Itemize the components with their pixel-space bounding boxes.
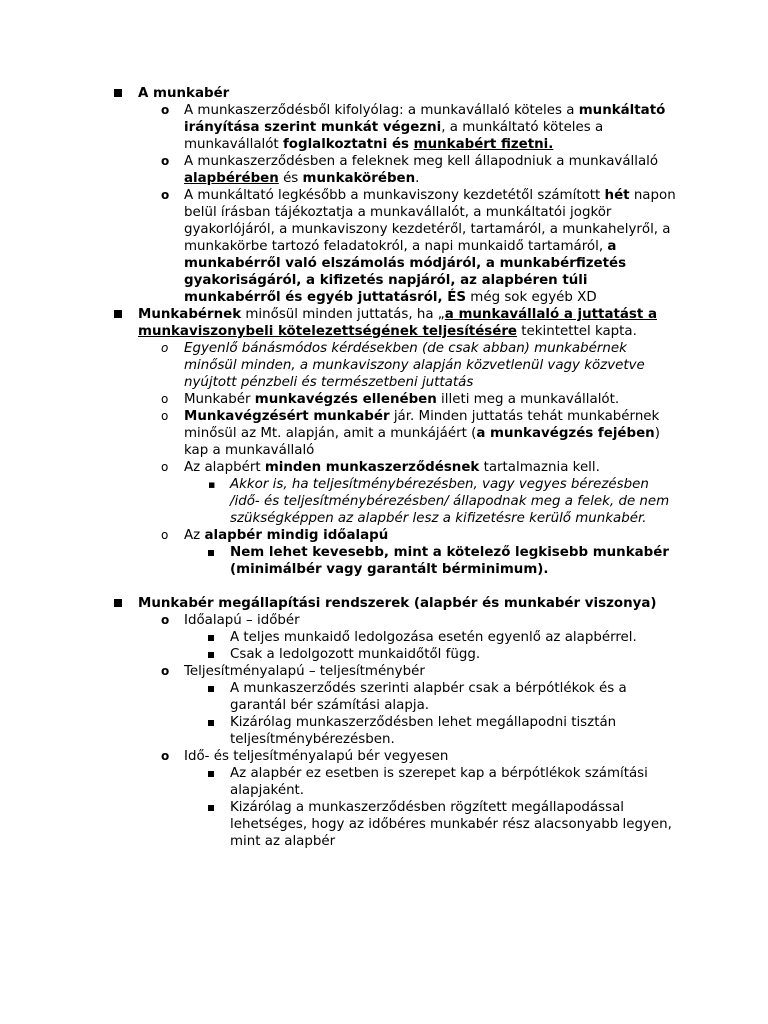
item-text: Az bbox=[184, 528, 205, 543]
sub-list-item bbox=[230, 799, 678, 850]
item-text: A teljes munkaidő ledolgozása esetén egyenlő az alapbérrel. bbox=[230, 630, 637, 645]
square-bullet-icon bbox=[114, 595, 124, 612]
item-text: Kizárólag munkaszerződésben lehet megállapodni tisztán teljesítménybérezésben. bbox=[230, 715, 617, 747]
item-text: A munkaszerződésben a feleknek meg kell állapodniuk a munkavállaló bbox=[184, 154, 659, 169]
list-item bbox=[161, 612, 678, 629]
item-bold: munkavégzés ellenében bbox=[254, 392, 437, 407]
section-munkaber-definition bbox=[138, 306, 678, 340]
item-bold-underlined: munkabért fizetni. bbox=[413, 137, 554, 152]
item-text: A munkáltató legkésőbb a munkaviszony kezdetétől számított bbox=[184, 188, 605, 203]
item-text: Időalapú – időbér bbox=[184, 613, 300, 628]
list-item bbox=[161, 187, 678, 306]
sub-list-item bbox=[230, 765, 678, 799]
square-bullet-icon bbox=[208, 799, 214, 816]
circle-bullet-icon: o bbox=[161, 341, 169, 355]
square-bullet-icon bbox=[208, 629, 214, 646]
list-item bbox=[161, 459, 678, 476]
item-text: Csak a ledolgozott munkaidőtől függ. bbox=[230, 647, 481, 662]
item-text: tartalmaznia kell. bbox=[479, 460, 600, 475]
item-bold: munkakörében bbox=[302, 171, 416, 186]
square-bullet-icon bbox=[208, 714, 214, 731]
section-munkaber-rendszerek bbox=[138, 595, 678, 612]
sub-list-item bbox=[230, 714, 678, 748]
item-bold: foglalkoztatni és bbox=[282, 137, 414, 152]
list-item bbox=[161, 391, 678, 408]
list-item bbox=[161, 527, 678, 544]
item-text: Az alapbért bbox=[184, 460, 265, 475]
item-bold-underlined: a munkavállaló a juttatást a munkaviszonybeli kötelezettségének teljesítésére bbox=[138, 307, 658, 339]
item-text: ) kap a munkavállaló bbox=[184, 426, 660, 458]
section-heading: A munkabér bbox=[138, 86, 230, 101]
item-bold: a munkavégzés fejében bbox=[476, 426, 655, 441]
item-text: jár. Minden juttatás tehát munkabérnek minősül az Mt. alapján, amit a munkájáért ( bbox=[184, 409, 660, 441]
item-text: és bbox=[278, 171, 303, 186]
list-item bbox=[161, 663, 678, 680]
item-text: A munkaszerződés szerinti alapbér csak a bérpótlékok és a garantál bér számítási alapja. bbox=[230, 681, 627, 713]
square-bullet-icon bbox=[208, 544, 214, 561]
item-bold: alapbér mindig időalapú bbox=[204, 528, 389, 543]
circle-bullet-icon: o bbox=[161, 154, 170, 168]
sub-list-item bbox=[230, 680, 678, 714]
square-bullet-icon bbox=[208, 765, 214, 782]
circle-bullet-icon: o bbox=[161, 613, 170, 627]
square-bullet-icon bbox=[114, 306, 124, 323]
square-bullet-icon bbox=[208, 646, 214, 663]
item-text: tekintettel kapta. bbox=[517, 324, 637, 339]
item-bold: hét bbox=[604, 188, 630, 203]
sub-list-item bbox=[230, 544, 678, 578]
item-text: Teljesítményalapú – teljesítménybér bbox=[184, 664, 425, 679]
item-text: Az alapbér ez esetben is szerepet kap a bérpótlékok számítási alapjaként. bbox=[230, 766, 648, 798]
item-bold: Munkavégzésért munkabér bbox=[184, 409, 390, 424]
list-item bbox=[161, 408, 678, 459]
list-item bbox=[161, 748, 678, 765]
item-bold: Nem lehet kevesebb, mint a kötelező legkisebb munkabér (minimálbér vagy garantált bérminimum). bbox=[230, 545, 669, 577]
item-text: Idő- és teljesítményalapú bér vegyesen bbox=[184, 749, 449, 764]
circle-bullet-icon: o bbox=[161, 749, 170, 763]
item-text: Kizárólag a munkaszerződésben rögzített megállapodással lehetséges, hogy az időbéres munkabér rész alacsonyabb legyen, mint az alapbér bbox=[230, 800, 672, 849]
circle-bullet-icon: o bbox=[161, 103, 170, 117]
item-italic: Egyenlő bánásmódos kérdésekben (de csak abban) munkabérnek minősül minden, a munkaviszony alapján közvetlenül vagy közvetve nyújtott pénzbeli és természetbeni juttatás bbox=[184, 341, 645, 390]
item-bold: minden munkaszerződésnek bbox=[264, 460, 480, 475]
circle-bullet-icon: o bbox=[161, 664, 170, 678]
item-bold: munkáltató irányítása szerint munkát végezni bbox=[184, 103, 666, 135]
sub-list-item bbox=[230, 629, 678, 646]
item-text: , a munkáltató köteles a munkavállalót bbox=[184, 120, 604, 152]
item-text: napon belül írásban tájékoztatja a munkavállalót, a munkáltatói jogkör gyakorlójáról, a munkaviszony kezdetéről, tartamáról, a munkahelyről, a munkakörbe tartozó feladatokról, a napi munkaidő tartamáról, bbox=[184, 188, 676, 254]
list-item bbox=[161, 102, 678, 153]
square-bullet-icon bbox=[114, 85, 124, 102]
list-item bbox=[161, 340, 678, 391]
sub-list-item bbox=[208, 476, 678, 527]
list-item bbox=[161, 153, 678, 187]
item-bold: a munkabérről való elszámolás módjáról, a munkabérfizetés gyakoriságáról, a kifizetés napjáról, az alapbéren túli munkabérről és egyéb juttatásról, ÉS bbox=[184, 239, 627, 305]
circle-bullet-icon: o bbox=[161, 409, 169, 423]
item-text: minősül minden juttatás, ha „ bbox=[241, 307, 445, 322]
item-italic: Akkor is, ha teljesítménybérezésben, vagy vegyes bérezésben /idő- és teljesítménybérezésben/ állapodnak meg a felek, de nem szükségképpen az alapbér lesz a kifizetésre kerülő munkabér. bbox=[230, 477, 670, 526]
section-a-munkaber bbox=[138, 85, 678, 102]
circle-bullet-icon: o bbox=[161, 188, 170, 202]
item-text: illeti meg a munkavállalót. bbox=[436, 392, 620, 407]
item-bold: Munkabérnek bbox=[138, 307, 242, 322]
sub-list-item bbox=[230, 646, 678, 663]
circle-bullet-icon: o bbox=[161, 528, 169, 542]
item-text: Munkabér bbox=[184, 392, 255, 407]
circle-bullet-icon: o bbox=[161, 460, 169, 474]
square-bullet-icon bbox=[208, 680, 214, 697]
item-bold-underlined: alapbérében bbox=[184, 171, 279, 186]
item-text: . bbox=[415, 171, 420, 186]
dash-bullet-icon: ▪ bbox=[208, 478, 216, 491]
item-text: még sok egyéb XD bbox=[466, 290, 597, 305]
item-text: A munkaszerződésből kifolyólag: a munkavállaló köteles a bbox=[184, 103, 579, 118]
section-heading: Munkabér megállapítási rendszerek (alapbér és munkabér viszonya) bbox=[138, 596, 657, 611]
circle-bullet-icon: o bbox=[161, 392, 169, 406]
